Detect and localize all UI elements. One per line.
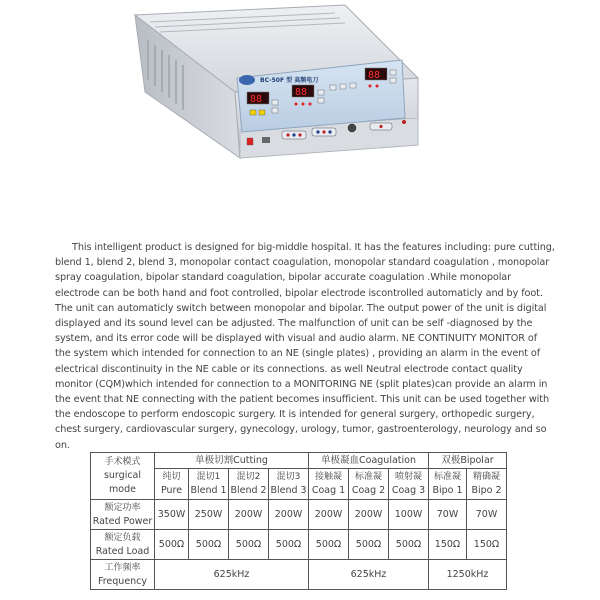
load-cell: 500Ω	[189, 530, 229, 560]
mode-cell: 喷射凝 Coag 3	[389, 469, 429, 500]
load-cell: 500Ω	[349, 530, 389, 560]
mode-cell: 标准凝 Coag 2	[349, 469, 389, 500]
load-header: 额定负载 Rated Load	[91, 530, 155, 560]
group-cutting: 单极切割Cutting	[155, 453, 309, 469]
svg-text:88: 88	[250, 94, 263, 105]
mode-header-cn: 手术模式	[104, 457, 141, 467]
mode-cell: 混切3 Blend 3	[269, 469, 309, 500]
mode-cell: 混切2 Blend 2	[229, 469, 269, 500]
device-illustration	[0, 0, 600, 240]
svg-text:88: 88	[368, 70, 381, 81]
mode-cell: 混切1 Blend 1	[189, 469, 229, 500]
power-cell: 200W	[269, 500, 309, 530]
ne-connector-icon	[348, 124, 356, 132]
load-cell: 150Ω	[467, 530, 507, 560]
mode-cell: 纯切 Pure	[155, 469, 189, 500]
power-cell: 100W	[389, 500, 429, 530]
load-cell: 500Ω	[229, 530, 269, 560]
spec-table	[90, 452, 507, 590]
group-coagulation: 单极凝血Coagulation	[309, 453, 429, 469]
description-text: This intelligent product is designed for big-middle hospital. It has the features including: pure cutting, blend 1, blend 2, blend 3, monopolar contact coagulation, monopolar standard coagulation , monopolar spray coagulation, bipolar standard coagulation, bipolar accurate coagulation .While monopolar electrode can be both hand and foot controlled, bipolar electrode iscontrolled automaticly and by foot. The unit can automaticly switch between monopolar and bipolar. The output power of the unit is digital displayed and its sound level can be adjusted. The malfunction of unit can be self -diagnosed by the system, and its error code will be displayed with visual and audio alarm. NE CONTINUITY MONITOR of the system which intended for connection to an NE (single plates) , providing an alarm in the event of electrical discontinuity in the NE cable or its connections. as well Neutral electrode contact quality monitor (CQM)which intended for connection to a MONITORING NE (split plates)can provide an alarm in the event that NE connecting with the patient becomes insufficient. This unit can be used together with the endoscope to perform endoscopic surgery. It is intended for general surgery, orthopedic surgery, chest surgery, cardiovascular surgery, gynecology, urology, tumor, gastroenterology, neurology and so on.	[55, 242, 555, 451]
mode-header-en: surgical mode	[103, 470, 142, 495]
mode-header	[91, 453, 155, 500]
load-cell: 150Ω	[429, 530, 467, 560]
load-cell: 500Ω	[269, 530, 309, 560]
brand-logo-icon	[239, 75, 255, 85]
mode-cell: 精确凝 Bipo 2	[467, 469, 507, 500]
load-cell: 500Ω	[389, 530, 429, 560]
group-bipolar: 双极Bipolar	[429, 453, 507, 469]
power-cell: 70W	[429, 500, 467, 530]
power-cell: 200W	[229, 500, 269, 530]
power-cell: 200W	[349, 500, 389, 530]
freq-coagulation: 625kHz	[309, 560, 429, 590]
connector-port	[262, 137, 270, 143]
load-cell: 500Ω	[309, 530, 349, 560]
freq-header: 工作频率 Frequency	[91, 560, 155, 590]
mode-cell: 接触凝 Coag 1	[309, 469, 349, 500]
power-switch[interactable]	[247, 138, 253, 145]
model-label: BC-50F 型 高频电刀	[260, 77, 319, 84]
product-description	[55, 240, 555, 453]
power-header: 额定功率 Rated Power	[91, 500, 155, 530]
power-cell: 250W	[189, 500, 229, 530]
freq-bipolar: 1250kHz	[429, 560, 507, 590]
load-cell: 500Ω	[155, 530, 189, 560]
svg-text:88: 88	[295, 87, 308, 98]
freq-cutting: 625kHz	[155, 560, 309, 590]
power-cell: 350W	[155, 500, 189, 530]
power-cell: 70W	[467, 500, 507, 530]
mode-cell: 标准凝 Bipo 1	[429, 469, 467, 500]
power-cell: 200W	[309, 500, 349, 530]
